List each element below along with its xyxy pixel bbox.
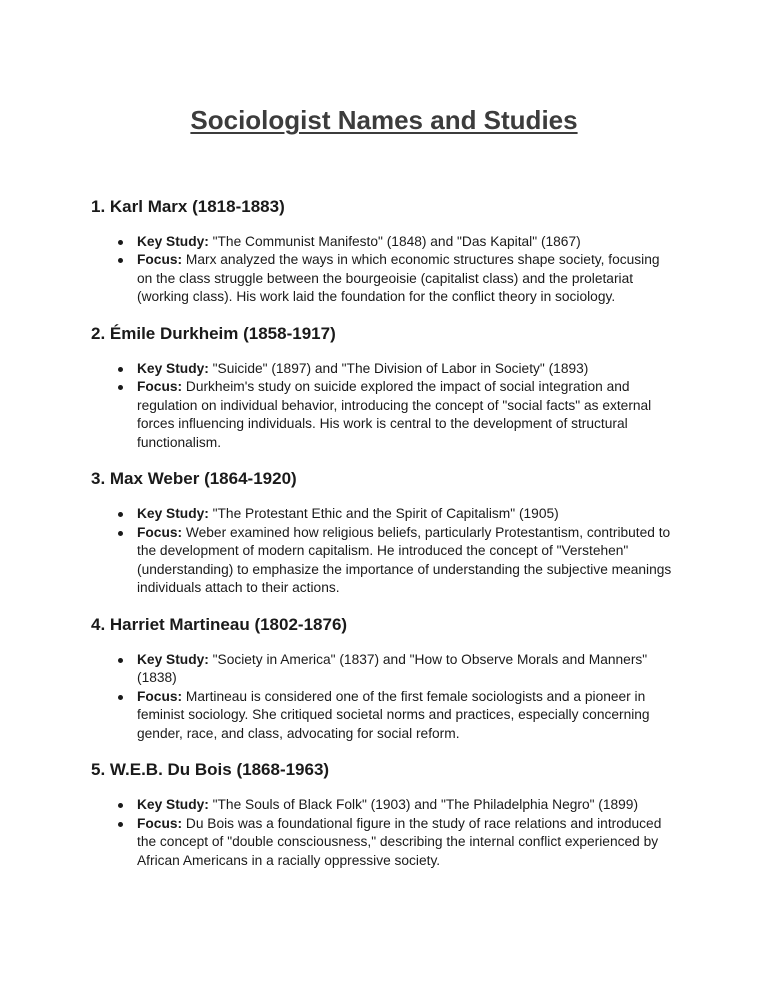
bullet-text: Marx analyzed the ways in which economic structures shape society, focusing on the class struggle between the bourgeoisie (capitalist class) and the proletariat (working class). His work laid the foundation for the conflict theory in sociology. bbox=[137, 252, 660, 304]
bullet-list bbox=[91, 505, 677, 598]
bullet-item bbox=[91, 378, 677, 452]
bullet-item bbox=[91, 251, 677, 307]
bullet-item bbox=[91, 796, 677, 815]
bullet-item bbox=[91, 688, 677, 744]
bullet-label: Focus: bbox=[137, 688, 183, 704]
section-heading: 1. Karl Marx (1818-1883) bbox=[91, 196, 285, 216]
bullet-item bbox=[91, 651, 677, 688]
bullet-label: Focus: bbox=[137, 252, 183, 267]
section-harriet-martineau bbox=[91, 614, 677, 744]
bullet-text: Weber examined how religious beliefs, particularly Protestantism, contributed to the development of modern capitalism. He introduced the concept of "Verstehen" (understanding) to emphasize the importance of understanding the subjective meanings individuals attach to their actions. bbox=[137, 524, 672, 595]
bullet-item bbox=[91, 524, 677, 598]
bullet-item bbox=[91, 360, 677, 379]
bullet-label: Key Study: bbox=[137, 651, 209, 667]
bullet-text: "The Protestant Ethic and the Spirit of Capitalism" (1905) bbox=[212, 506, 559, 521]
bullet-text: Du Bois was a foundational figure in the study of race relations and introduced the concept of "double consciousness," describing the internal conflict experienced by African Americans in a racially oppressive society. bbox=[137, 815, 662, 868]
section-heading: 4. Harriet Martineau (1802-1876) bbox=[91, 614, 348, 634]
section-karl-marx bbox=[91, 196, 677, 307]
bullet-label: Key Study: bbox=[137, 233, 209, 249]
bullet-list bbox=[91, 651, 677, 744]
bullet-label: Focus: bbox=[137, 815, 183, 831]
bullet-label: Focus: bbox=[137, 524, 183, 540]
bullet-list bbox=[91, 796, 677, 870]
section-heading: 5. W.E.B. Du Bois (1868-1963) bbox=[91, 760, 330, 779]
bullet-list bbox=[91, 233, 677, 307]
bullet-text: "The Communist Manifesto" (1848) and "Das Kapital" (1867) bbox=[212, 233, 581, 249]
bullet-text: "Society in America" (1837) and "How to Observe Morals and Manners" (1838) bbox=[137, 651, 648, 685]
bullet-text: Martineau is considered one of the first female sociologists and a pioneer in feminist sociology. She critiqued societal norms and practices, especially concerning gender, race, and class, advocating for social reform. bbox=[137, 688, 650, 741]
bullet-item bbox=[91, 505, 677, 524]
bullet-text: Durkheim's study on suicide explored the impact of social integration and regulation on individual behavior, introducing the concept of "social facts" as external forces influencing individuals. His work is central to the development of structural functionalism. bbox=[137, 379, 652, 450]
section-heading: 3. Max Weber (1864-1920) bbox=[91, 469, 297, 488]
bullet-text: "The Souls of Black Folk" (1903) and "The Philadelphia Negro" (1899) bbox=[212, 797, 639, 812]
bullet-item bbox=[91, 815, 677, 871]
bullet-label: Key Study: bbox=[137, 506, 209, 521]
bullet-label: Key Study: bbox=[137, 797, 209, 812]
document-title: Sociologist Names and Studies bbox=[190, 105, 578, 135]
section-emile-durkheim bbox=[91, 323, 677, 453]
bullet-item bbox=[91, 233, 677, 252]
bullet-text: "Suicide" (1897) and "The Division of Labor in Society" (1893) bbox=[212, 360, 589, 376]
section-web-du-bois bbox=[91, 759, 677, 870]
section-max-weber bbox=[91, 468, 677, 598]
section-heading: 2. Émile Durkheim (1858-1917) bbox=[91, 323, 336, 343]
bullet-list bbox=[91, 360, 677, 453]
bullet-label: Key Study: bbox=[137, 360, 209, 376]
bullet-label: Focus: bbox=[137, 379, 183, 394]
